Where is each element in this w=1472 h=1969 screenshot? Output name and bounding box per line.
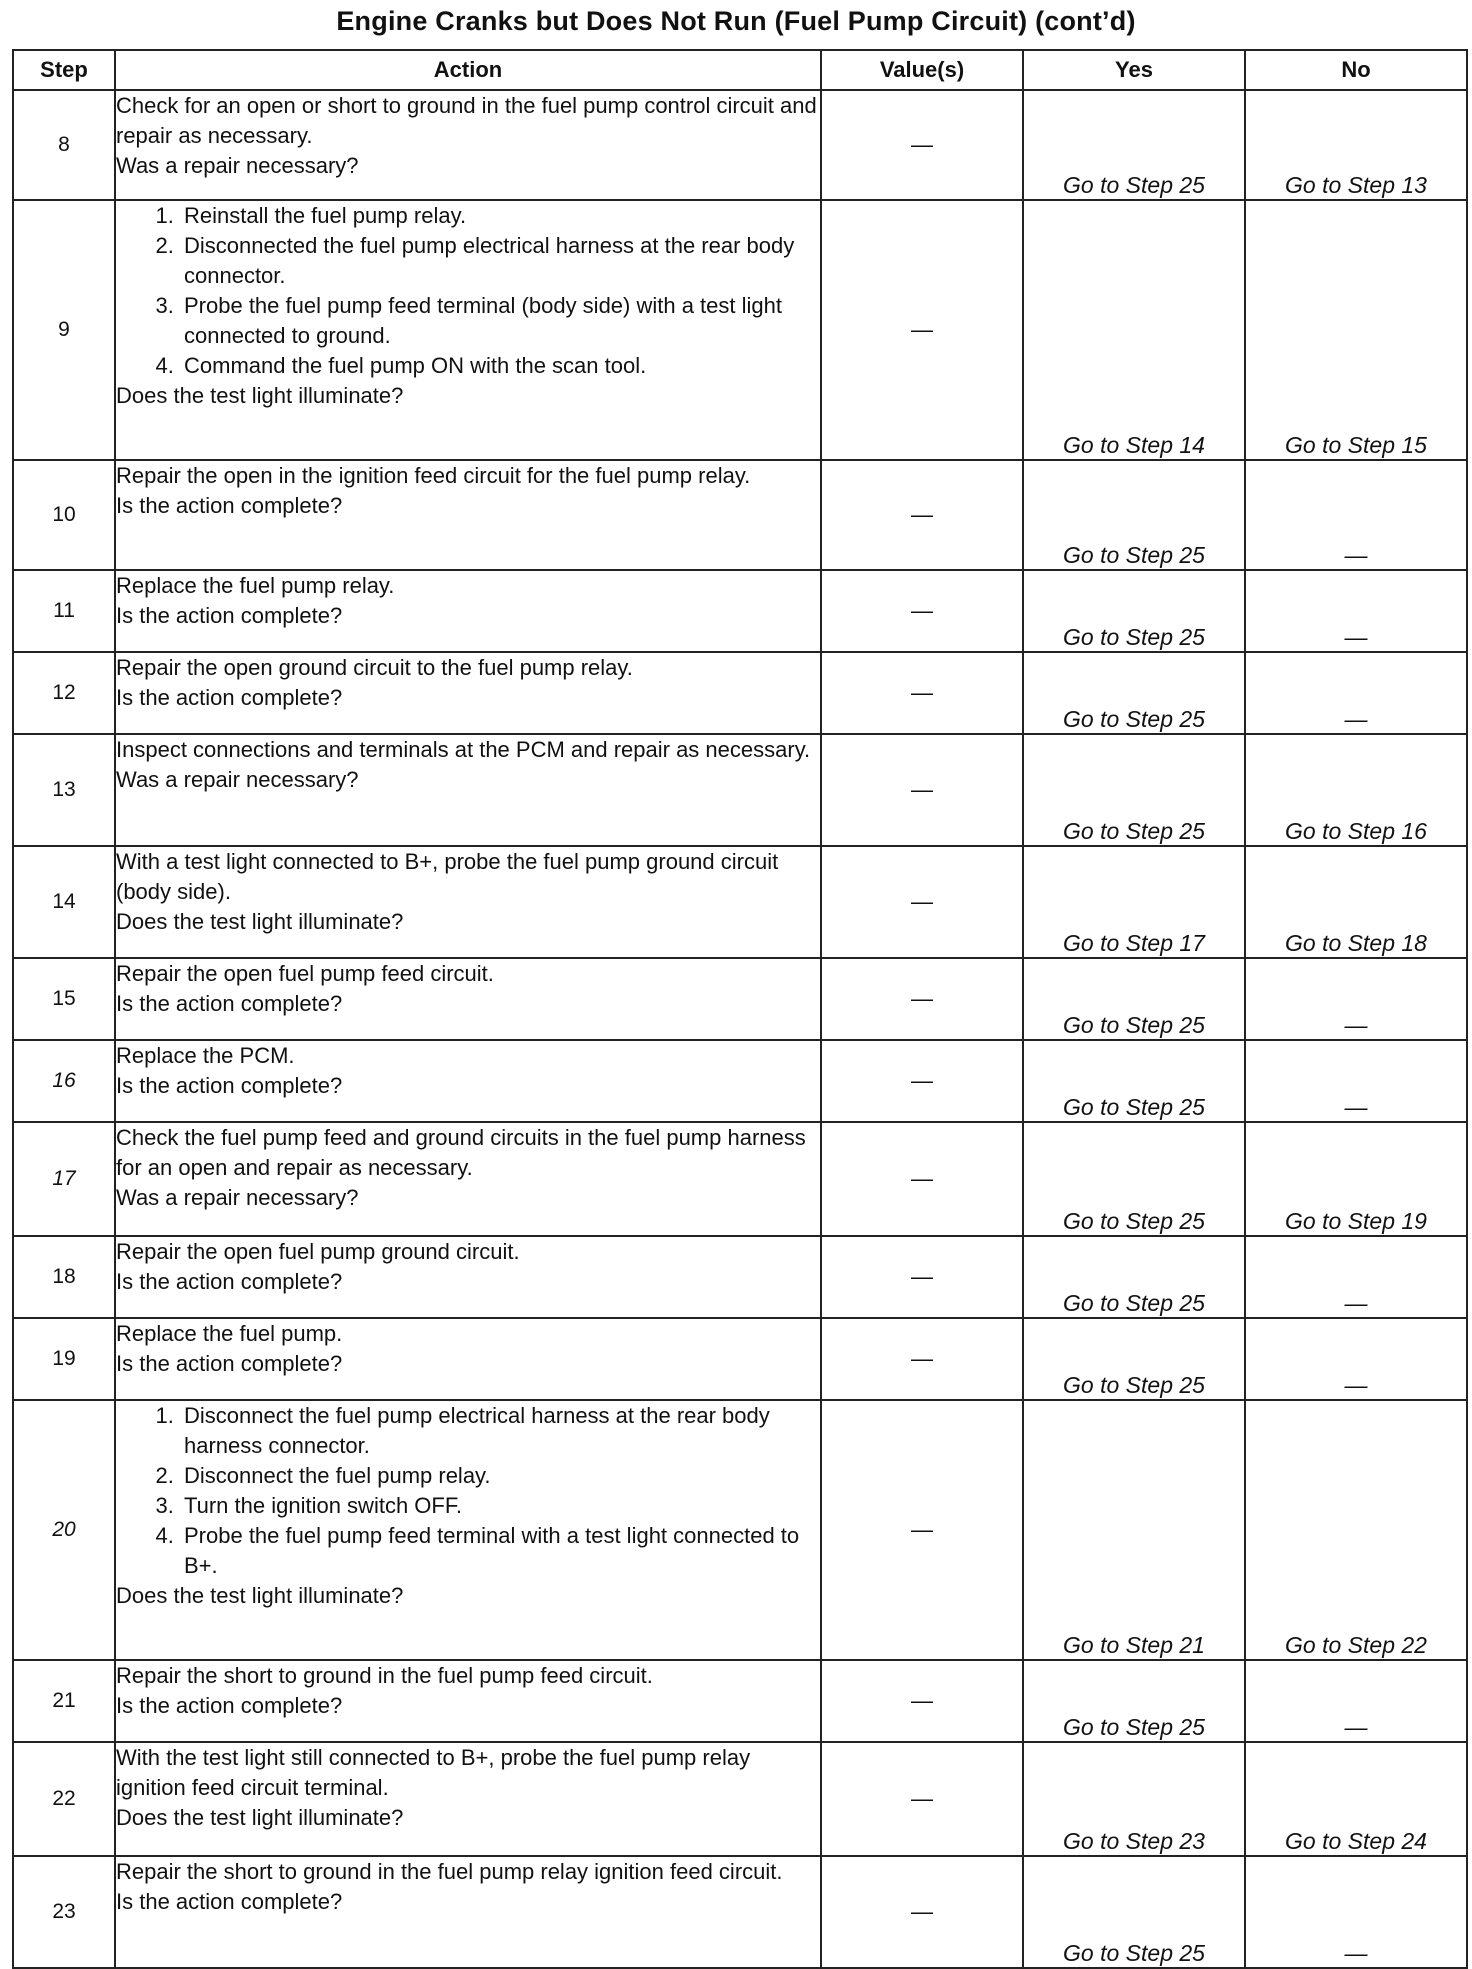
step-number: 22 — [13, 1742, 115, 1856]
action-question: Does the test light illuminate? — [116, 383, 404, 408]
action-cell — [115, 1236, 821, 1318]
table-header-row — [13, 50, 1467, 90]
action-text: Check the fuel pump feed and ground circuits in the fuel pump harness for an open and repair as necessary. — [116, 1125, 806, 1180]
action-step-item: 4. Probe the fuel pump feed terminal with a test light connected to B+. — [180, 1521, 820, 1581]
action-steps-list — [116, 1401, 820, 1581]
action-text: Repair the short to ground in the fuel pump feed circuit. — [116, 1663, 653, 1688]
no-cell: Go to Step 19 — [1245, 1122, 1467, 1236]
action-question: Is the action complete? — [116, 493, 343, 518]
action-cell — [115, 652, 821, 734]
step-number: 23 — [13, 1856, 115, 1968]
action-question: Does the test light illuminate? — [116, 1583, 404, 1608]
value-cell: — — [821, 846, 1023, 958]
action-question: Was a repair necessary? — [116, 153, 359, 178]
table-row — [13, 734, 1467, 846]
step-number: 18 — [13, 1236, 115, 1318]
table-row — [13, 1400, 1467, 1660]
table-body — [13, 90, 1467, 1968]
table-row — [13, 958, 1467, 1040]
no-cell: Go to Step 18 — [1245, 846, 1467, 958]
action-question: Was a repair necessary? — [116, 767, 359, 792]
yes-cell: Go to Step 25 — [1023, 958, 1245, 1040]
header-action: Action — [115, 50, 821, 90]
value-cell: — — [821, 652, 1023, 734]
value-cell: — — [821, 1318, 1023, 1400]
value-cell: — — [821, 1856, 1023, 1968]
table-row — [13, 90, 1467, 200]
no-cell: — — [1245, 1856, 1467, 1968]
no-cell: — — [1245, 958, 1467, 1040]
action-step-item: 2. Disconnected the fuel pump electrical harness at the rear body connector. — [180, 231, 820, 291]
value-cell: — — [821, 1236, 1023, 1318]
no-cell: Go to Step 15 — [1245, 200, 1467, 460]
action-cell — [115, 958, 821, 1040]
yes-cell: Go to Step 25 — [1023, 652, 1245, 734]
action-cell — [115, 90, 821, 200]
step-number: 13 — [13, 734, 115, 846]
value-cell: — — [821, 200, 1023, 460]
action-text: Replace the fuel pump relay. — [116, 573, 395, 598]
value-cell: — — [821, 1660, 1023, 1742]
value-cell: — — [821, 1742, 1023, 1856]
no-cell: Go to Step 22 — [1245, 1400, 1467, 1660]
action-text: With the test light still connected to B+, probe the fuel pump relay ignition feed circuit terminal. — [116, 1745, 751, 1800]
yes-cell: Go to Step 21 — [1023, 1400, 1245, 1660]
action-text: Repair the open ground circuit to the fuel pump relay. — [116, 655, 633, 680]
action-cell — [115, 734, 821, 846]
table-row — [13, 460, 1467, 570]
action-cell — [115, 1122, 821, 1236]
yes-cell: Go to Step 25 — [1023, 1660, 1245, 1742]
action-question: Is the action complete? — [116, 1693, 343, 1718]
yes-cell: Go to Step 25 — [1023, 1236, 1245, 1318]
value-cell: — — [821, 90, 1023, 200]
step-number: 12 — [13, 652, 115, 734]
value-cell: — — [821, 570, 1023, 652]
table-row — [13, 200, 1467, 460]
action-text: With a test light connected to B+, probe the fuel pump ground circuit (body side). — [116, 849, 779, 904]
action-text: Inspect connections and terminals at the PCM and repair as necessary. — [116, 737, 811, 762]
action-question: Is the action complete? — [116, 1889, 343, 1914]
header-no: No — [1245, 50, 1467, 90]
yes-cell: Go to Step 25 — [1023, 90, 1245, 200]
action-question: Does the test light illuminate? — [116, 1805, 404, 1830]
action-step-item: 1. Reinstall the fuel pump relay. — [180, 201, 820, 231]
action-step-item: 3. Probe the fuel pump feed terminal (body side) with a test light connected to ground. — [180, 291, 820, 351]
action-step-item: 3. Turn the ignition switch OFF. — [180, 1491, 820, 1521]
action-steps-list — [116, 201, 820, 381]
action-cell — [115, 570, 821, 652]
action-text: Check for an open or short to ground in the fuel pump control circuit and repair as necessary. — [116, 93, 817, 148]
yes-cell: Go to Step 25 — [1023, 1122, 1245, 1236]
action-cell — [115, 1856, 821, 1968]
table-row — [13, 652, 1467, 734]
action-question: Is the action complete? — [116, 991, 343, 1016]
value-cell: — — [821, 1122, 1023, 1236]
table-row — [13, 1742, 1467, 1856]
action-cell — [115, 1318, 821, 1400]
table-row — [13, 846, 1467, 958]
table-row — [13, 1122, 1467, 1236]
step-number: 21 — [13, 1660, 115, 1742]
header-values: Value(s) — [821, 50, 1023, 90]
yes-cell: Go to Step 25 — [1023, 1856, 1245, 1968]
no-cell: — — [1245, 1236, 1467, 1318]
action-step-item: 1. Disconnect the fuel pump electrical harness at the rear body harness connector. — [180, 1401, 820, 1461]
step-number: 16 — [13, 1040, 115, 1122]
yes-cell: Go to Step 14 — [1023, 200, 1245, 460]
yes-cell: Go to Step 25 — [1023, 460, 1245, 570]
no-cell: — — [1245, 460, 1467, 570]
no-cell: — — [1245, 570, 1467, 652]
value-cell: — — [821, 1400, 1023, 1660]
action-cell — [115, 1660, 821, 1742]
table-row — [13, 570, 1467, 652]
no-cell: Go to Step 24 — [1245, 1742, 1467, 1856]
header-step: Step — [13, 50, 115, 90]
header-yes: Yes — [1023, 50, 1245, 90]
no-cell: Go to Step 13 — [1245, 90, 1467, 200]
no-cell: — — [1245, 1660, 1467, 1742]
no-cell: — — [1245, 652, 1467, 734]
yes-cell: Go to Step 25 — [1023, 734, 1245, 846]
action-step-item: 2. Disconnect the fuel pump relay. — [180, 1461, 820, 1491]
step-number: 15 — [13, 958, 115, 1040]
diagnostic-table — [12, 49, 1468, 1969]
value-cell: — — [821, 460, 1023, 570]
step-number: 11 — [13, 570, 115, 652]
action-step-item: 4. Command the fuel pump ON with the scan tool. — [180, 351, 820, 381]
step-number: 8 — [13, 90, 115, 200]
yes-cell: Go to Step 17 — [1023, 846, 1245, 958]
table-row — [13, 1236, 1467, 1318]
action-question: Is the action complete? — [116, 1073, 343, 1098]
table-row — [13, 1660, 1467, 1742]
yes-cell: Go to Step 23 — [1023, 1742, 1245, 1856]
no-cell: — — [1245, 1040, 1467, 1122]
action-question: Is the action complete? — [116, 1269, 343, 1294]
action-cell — [115, 1400, 821, 1660]
table-row — [13, 1318, 1467, 1400]
action-text: Replace the PCM. — [116, 1043, 295, 1068]
action-question: Is the action complete? — [116, 603, 343, 628]
action-text: Replace the fuel pump. — [116, 1321, 343, 1346]
action-question: Is the action complete? — [116, 1351, 343, 1376]
action-question: Does the test light illuminate? — [116, 909, 404, 934]
action-text: Repair the open fuel pump ground circuit. — [116, 1239, 520, 1264]
step-number: 10 — [13, 460, 115, 570]
step-number: 20 — [13, 1400, 115, 1660]
action-text: Repair the open in the ignition feed circuit for the fuel pump relay. — [116, 463, 751, 488]
action-cell — [115, 460, 821, 570]
page-title: Engine Cranks but Does Not Run (Fuel Pump Circuit) (cont’d) — [336, 6, 1136, 36]
table-row — [13, 1856, 1467, 1968]
no-cell: Go to Step 16 — [1245, 734, 1467, 846]
action-question: Is the action complete? — [116, 685, 343, 710]
yes-cell: Go to Step 25 — [1023, 570, 1245, 652]
yes-cell: Go to Step 25 — [1023, 1318, 1245, 1400]
action-text: Repair the open fuel pump feed circuit. — [116, 961, 494, 986]
value-cell: — — [821, 734, 1023, 846]
yes-cell: Go to Step 25 — [1023, 1040, 1245, 1122]
action-cell — [115, 200, 821, 460]
no-cell: — — [1245, 1318, 1467, 1400]
value-cell: — — [821, 1040, 1023, 1122]
action-text: Repair the short to ground in the fuel pump relay ignition feed circuit. — [116, 1859, 783, 1884]
value-cell: — — [821, 958, 1023, 1040]
step-number: 17 — [13, 1122, 115, 1236]
step-number: 9 — [13, 200, 115, 460]
action-cell — [115, 1742, 821, 1856]
action-cell — [115, 846, 821, 958]
action-cell — [115, 1040, 821, 1122]
action-question: Was a repair necessary? — [116, 1185, 359, 1210]
step-number: 19 — [13, 1318, 115, 1400]
table-row — [13, 1040, 1467, 1122]
step-number: 14 — [13, 846, 115, 958]
